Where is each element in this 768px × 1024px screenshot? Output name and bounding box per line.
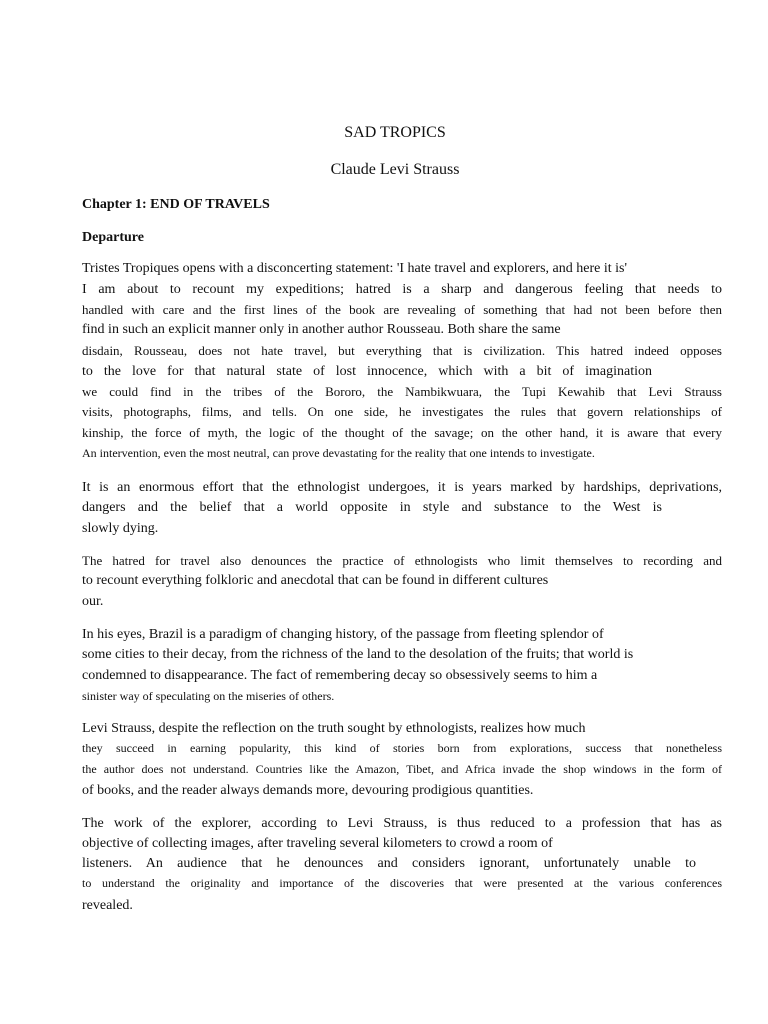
paragraph-line: In his eyes, Brazil is a paradigm of changing history, of the passage from fleeting splendor of	[82, 627, 604, 642]
chapter-heading: Chapter 1: END OF TRAVELS	[82, 197, 270, 212]
paragraph-line: our.	[82, 594, 104, 609]
paragraph-line: of books, and the reader always demands more, devouring prodigious quantities.	[82, 783, 534, 798]
paragraph-line: they succeed in earning popularity, this kind of stories born from explorations, success that nonetheless	[82, 741, 722, 755]
paragraph-line: find in such an explicit manner only in another author Rousseau. Both share the same	[82, 322, 561, 337]
paragraph-line: The work of the explorer, according to Levi Strauss, is thus reduced to a profession that has as	[82, 816, 722, 831]
paragraph-line: disdain, Rousseau, does not hate travel, but everything that is civilization. This hatred indeed opposes	[82, 343, 722, 358]
paragraph-line: dangers and the belief that a world opposite in style and substance to the West is	[82, 500, 662, 515]
paragraph-line: condemned to disappearance. The fact of remembering decay so obsessively seems to him a	[82, 668, 598, 683]
paragraph-line: to recount everything folkloric and anecdotal that can be found in different cultures	[82, 573, 549, 588]
section-heading: Departure	[82, 230, 144, 245]
paragraph-line: visits, photographs, films, and tells. On one side, he investigates the rules that govern relationships of	[82, 404, 722, 419]
paragraph-line: objective of collecting images, after traveling several kilometers to crowd a room of	[82, 836, 553, 851]
paragraph-line: the author does not understand. Countries like the Amazon, Tibet, and Africa invade the shop windows in the form of	[82, 762, 722, 776]
paragraph-line: kinship, the force of myth, the logic of the thought of the savage; on the other hand, it is aware that every	[82, 425, 722, 440]
paragraph-line: sinister way of speculating on the miseries of others.	[82, 689, 335, 703]
paragraph-line: revealed.	[82, 898, 133, 913]
document-title: SAD TROPICS	[344, 124, 446, 141]
paragraph-line: The hatred for travel also denounces the practice of ethnologists who limit themselves to recording and	[82, 553, 722, 568]
paragraph-line: An intervention, even the most neutral, can prove devastating for the reality that one intends to investigate.	[82, 446, 595, 460]
paragraph-line: I am about to recount my expeditions; hatred is a sharp and dangerous feeling that needs to	[82, 282, 722, 297]
paragraph-line: Levi Strauss, despite the reflection on the truth sought by ethnologists, realizes how much	[82, 721, 586, 736]
paragraph-line: It is an enormous effort that the ethnologist undergoes, it is years marked by hardships, deprivations,	[82, 480, 722, 495]
paragraph-line: slowly dying.	[82, 521, 159, 536]
paragraph-line: listeners. An audience that he denounces and considers ignorant, unfortunately unable to	[82, 856, 696, 871]
paragraph-line: we could find in the tribes of the Bororo, the Nambikwuara, the Tupi Kewahib that Levi Strauss	[82, 384, 722, 399]
paragraph-line: handled with care and the first lines of the book are revealing of something that had not been before then	[82, 302, 722, 317]
paragraph-line: to the love for that natural state of lost innocence, which with a bit of imagination	[82, 364, 652, 379]
document-author: Claude Levi Strauss	[330, 161, 460, 178]
paragraph-line: Tristes Tropiques opens with a disconcerting statement: 'I hate travel and explorers, and here it is'	[82, 261, 627, 276]
paragraph-line: some cities to their decay, from the richness of the land to the desolation of the fruits; that world is	[82, 647, 634, 662]
paragraph-line: to understand the originality and importance of the discoveries that were presented at the various conferences	[82, 876, 722, 890]
